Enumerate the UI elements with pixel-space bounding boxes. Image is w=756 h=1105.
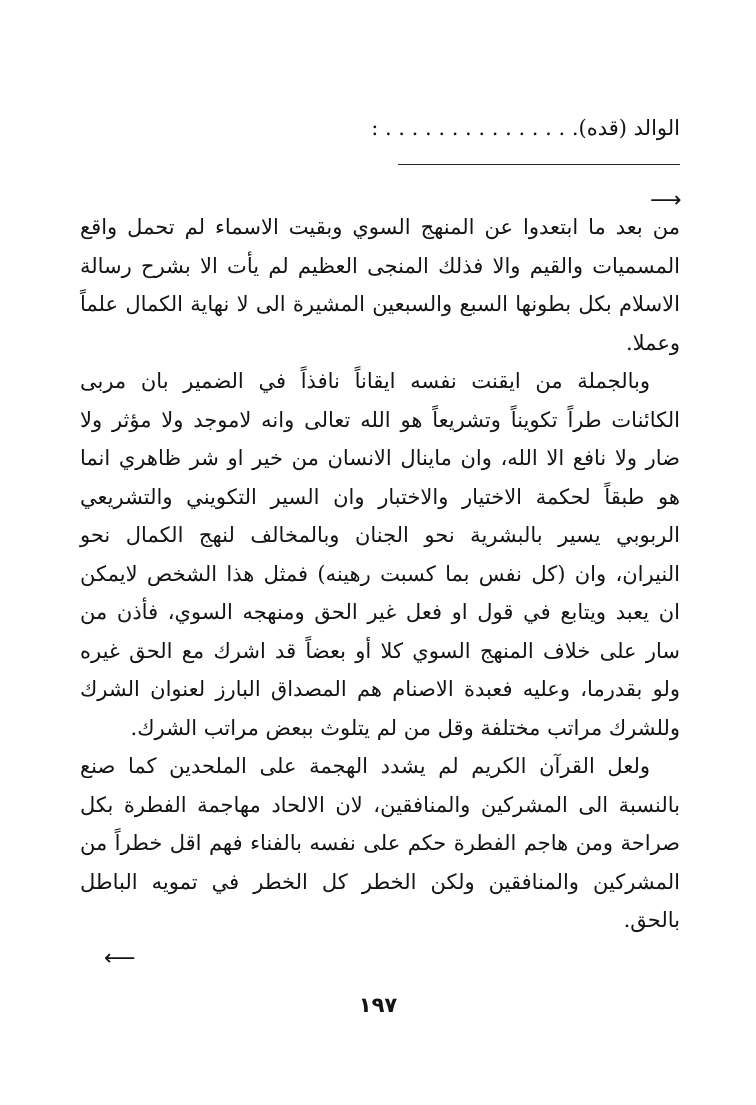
paragraph-3: ولعل القرآن الكريم لم يشدد الهجمة على الملحدين كما صنع بالنسبة الى المشركين والمنافقين، لان الالحاد مهاجمة الفطرة بكل صراحة ومن هاجم الفطرة حكم على نفسه بالفناء فهم اقل خطراً من المشركين والمنافقين ولكن الخطر كل الخطر في تمويه الباطل بالحق. bbox=[80, 754, 680, 932]
paragraph-1: من بعد ما ابتعدوا عن المنهج السوي وبقيت الاسماء لم تحمل واقع المسميات والقيم والا فذلك المنجى العظيم لم يأت الا بشرح رسالة الاسلام بكل بطونها السبع والسبعين المشيرة الى لا نهاية الكمال علماً وعملا. bbox=[80, 215, 680, 355]
paragraph-2: وبالجملة من ايقنت نفسه ايقاناً نافذاً في الضمير بان مربى الكائنات طراً تكويناً وتشريعاً هو الله تعالى وانه لاموجد ولا مؤثر ولا ضار ولا نافع الا الله، وان ماينال الانسان من خير او شر ظاهري انما هو طبقاً لحكمة الاختيار والاختبار وان السير التكويني والتشريعي الربوبي يسير بالبشرية نحو الجنان وبالمخالف لنهج الكمال نحو النيران، وان (كل نفس بما كسبت رهينه) فمثل هذا الشخص لايمكن ان يعبد ويتابع في قول او فعل غير الحق ومنهجه السوي، فأذن من سار على خلاف المنهج السوي كلا أو بعضاً قد اشرك مع الحق غيره ولو بقدرما، وعليه فعبدة الاصنام هم المصداق البارز لعنوان الشرك وللشرك مراتب مختلفة وقل من لم يتلوث ببعض مراتب الشرك. bbox=[80, 369, 680, 740]
right-arrow-icon: ⟶ bbox=[650, 188, 682, 213]
page-number: ١٩٧ bbox=[358, 993, 398, 1017]
left-arrow-icon: ⟵ bbox=[104, 946, 136, 971]
running-header: الوالد (قده). . . . . . . . . . . . . . . : bbox=[371, 116, 680, 140]
header-divider bbox=[398, 164, 680, 165]
body-text bbox=[80, 208, 680, 940]
